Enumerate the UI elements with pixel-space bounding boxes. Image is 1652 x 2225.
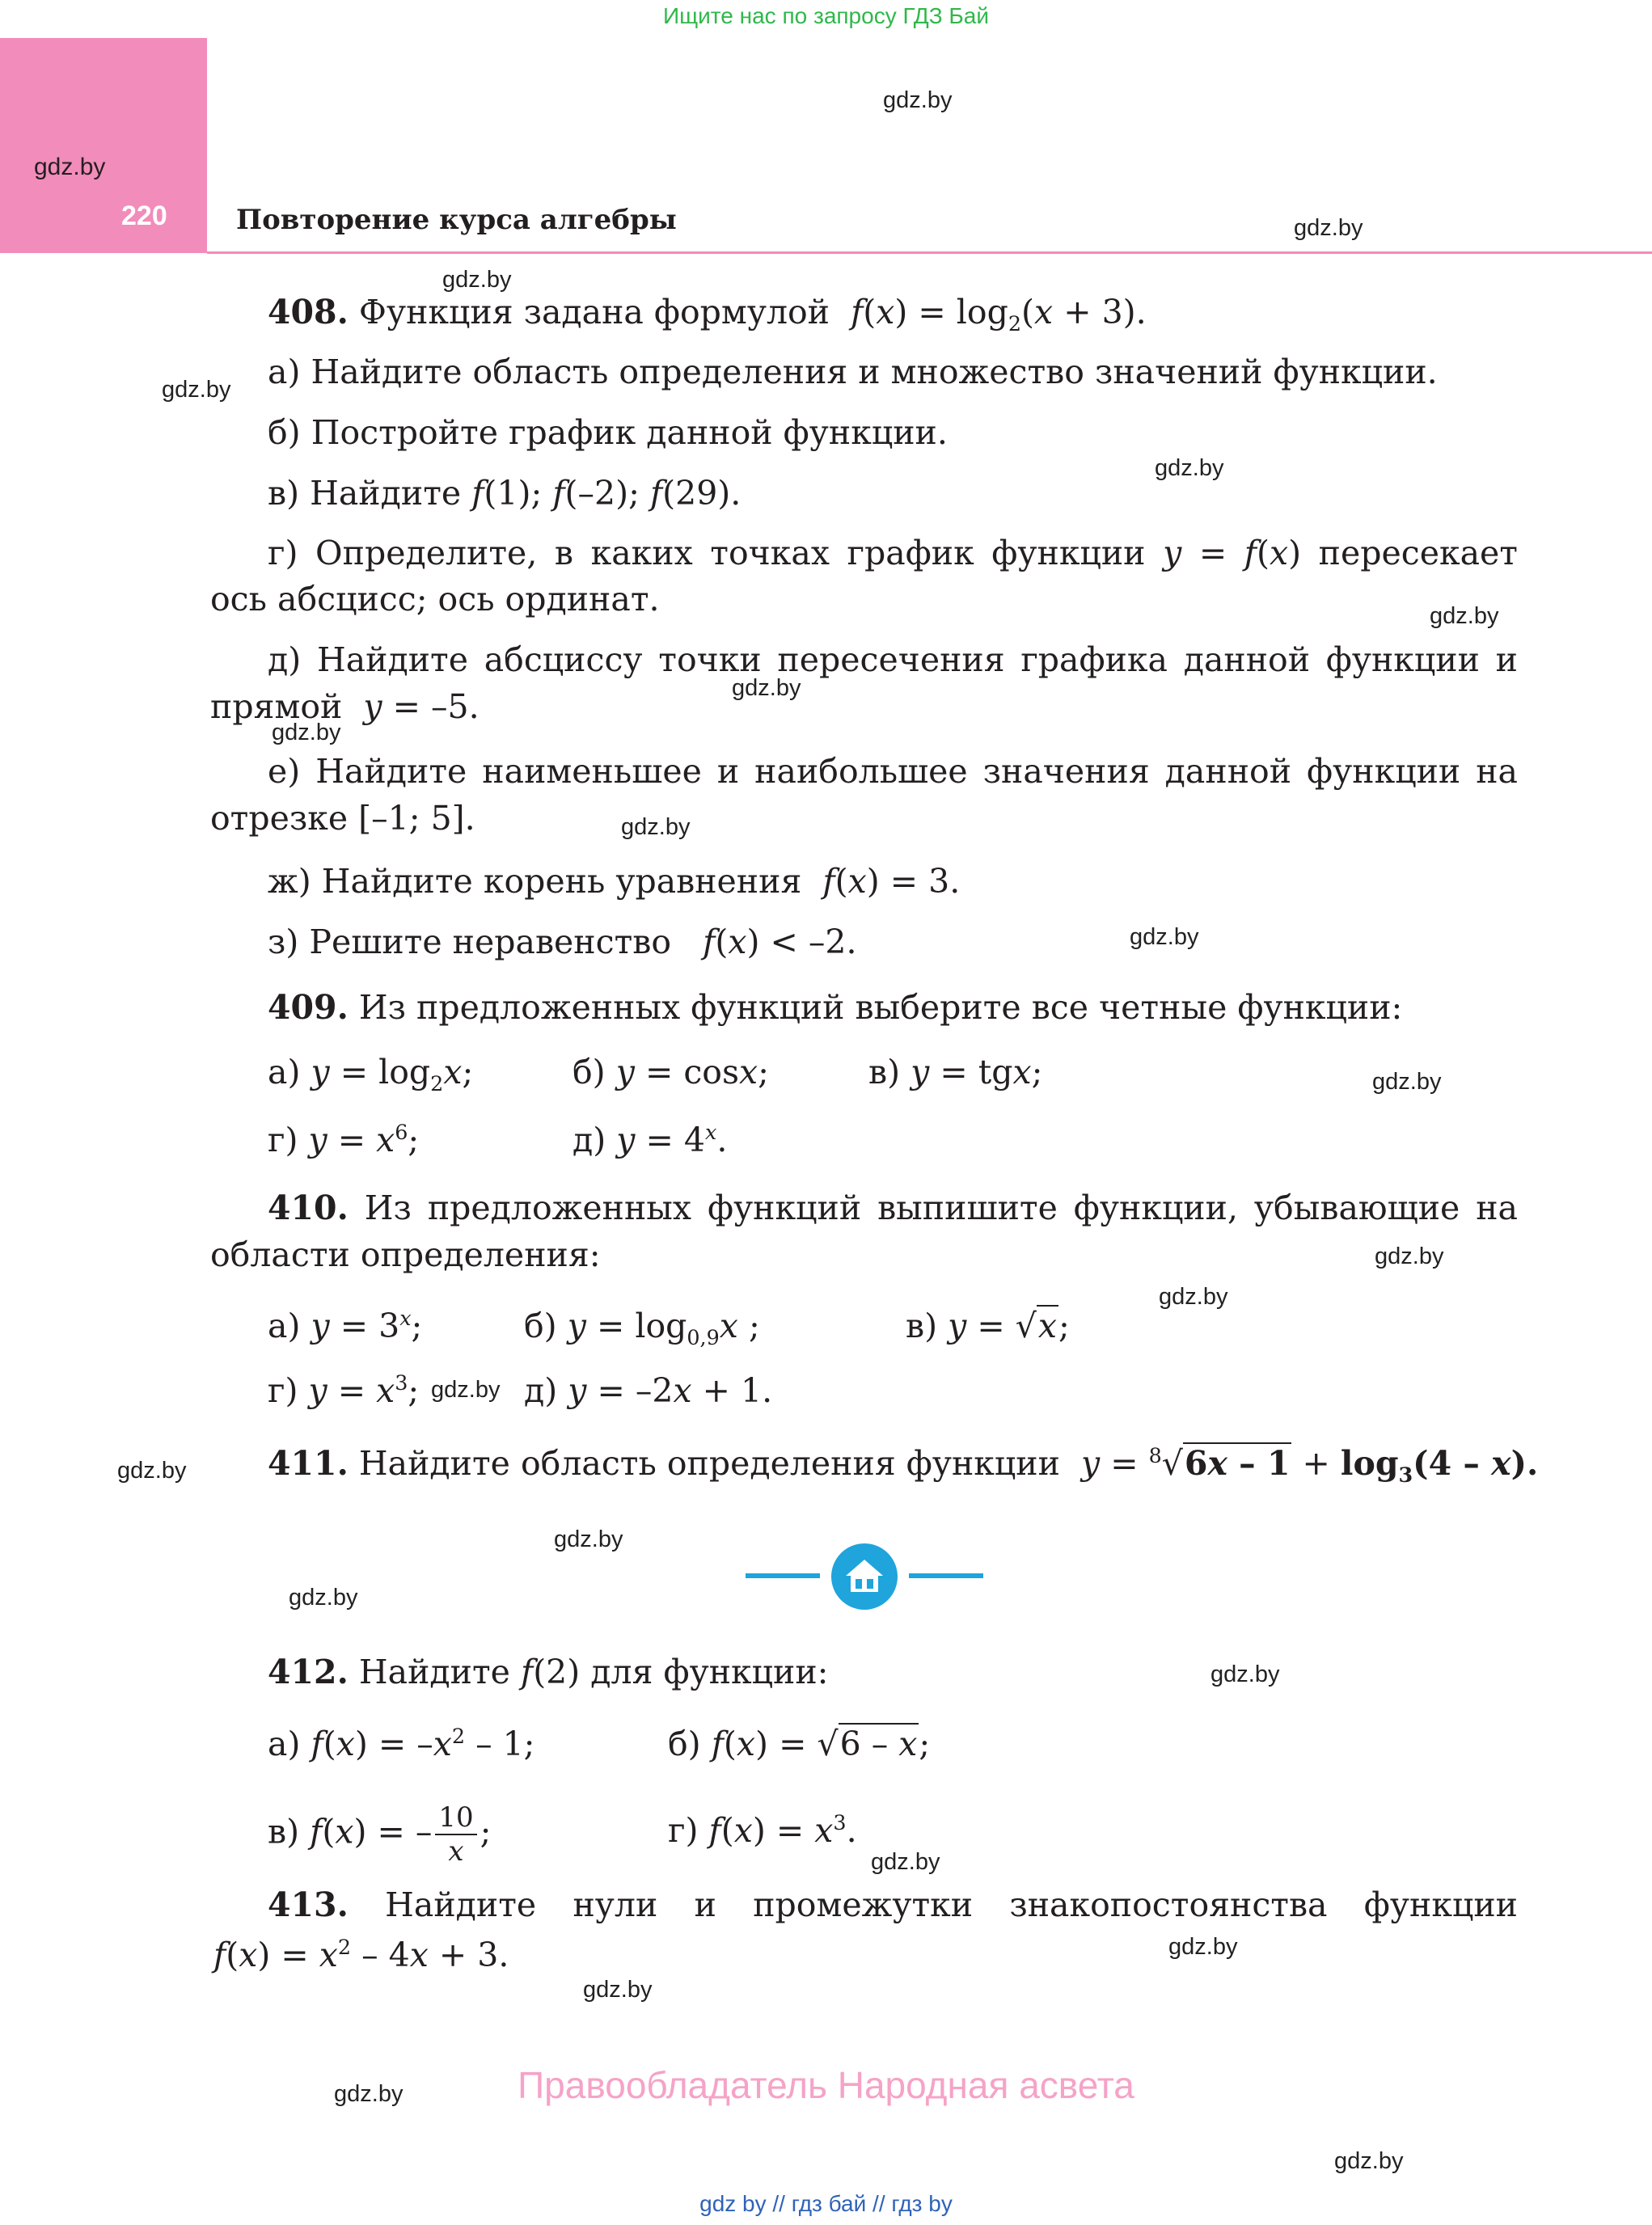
watermark: gdz.by: [1159, 1284, 1228, 1310]
footer-links[interactable]: gdz by // гдз бай // гдз by: [699, 2191, 953, 2216]
watermark: gdz.by: [1372, 1069, 1442, 1095]
problem-408-z: з) Решите неравенство f(x) < –2.: [268, 923, 857, 961]
problem-410-d: д) y = –2x + 1.: [524, 1371, 773, 1410]
problem-410-line1: [268, 1188, 1518, 1227]
problem-410-g: г) $y = x^3$;: [268, 1370, 420, 1410]
problem-409-b: б) y = cosx;: [572, 1053, 769, 1091]
problem-412-text: 412. Найдите f(2) для функции:: [268, 1653, 829, 1691]
item-label: в): [868, 1053, 901, 1091]
item-label: г): [268, 1121, 298, 1159]
problem-408-e-line2: отрезке [–1; 5].: [210, 799, 475, 838]
problem-412-a: а) $f(x) = -x^2 - 1$;: [268, 1723, 535, 1763]
problem-word: нули: [572, 1885, 658, 1924]
divider-line-right: [909, 1573, 983, 1578]
problem-409-g: г) $y = x^6$;: [268, 1119, 420, 1159]
item-label: г): [268, 1371, 298, 1410]
item-label: а): [268, 1307, 301, 1345]
problem-number: 409.: [268, 988, 349, 1027]
item-label: в): [268, 1812, 300, 1851]
problem-text: Из предложенных функций выпишите функции, убывающие на: [364, 1188, 1518, 1227]
watermark: gdz.by: [554, 1526, 623, 1552]
problem-text: з) Решите неравенство: [268, 923, 672, 961]
watermark: gdz.by: [272, 720, 341, 745]
item-label: а): [268, 1053, 301, 1091]
problem-number: 410.: [268, 1188, 349, 1227]
problem-text: Функция задана формулой: [358, 293, 830, 331]
problem-word: и: [694, 1885, 716, 1924]
problem-text: для функции:: [590, 1653, 829, 1691]
problem-408-g-line1: г) Определите, в каких точках график функции y = f(x) пересекает: [268, 534, 1518, 572]
problem-409-text: [268, 988, 1402, 1027]
problem-408-a: а) Найдите область определения и множество значений функции.: [268, 353, 1438, 391]
problem-409-v: в) y = tgx;: [868, 1053, 1043, 1091]
problem-408-zh: ж) Найдите корень уравнения f(x) = 3.: [268, 862, 961, 901]
copyright-owner: Правообладатель Народная асвета: [518, 2064, 1134, 2106]
watermark: gdz.by: [1155, 455, 1224, 481]
watermark: gdz.by: [431, 1377, 501, 1403]
problem-409-d: д) $y = 4^x$.: [572, 1119, 728, 1159]
problem-410-line2: области определения:: [210, 1235, 601, 1274]
problem-text: Из предложенных функций выберите все четные функции:: [358, 988, 1403, 1027]
problem-word: функции: [1363, 1885, 1518, 1924]
watermark: gdz.by: [1430, 603, 1499, 629]
problem-411: 411. Найдите область определения функции $y = ^8√6x - 1 + \log_3(4 - x)$.: [268, 1442, 1539, 1487]
watermark: gdz.by: [621, 814, 691, 840]
item-label: б): [524, 1307, 557, 1345]
problem-408-d-line2: прямой y = –5.: [210, 687, 480, 726]
page-tab: [0, 38, 207, 253]
home-icon: [831, 1543, 898, 1610]
watermark: gdz.by: [1334, 2148, 1404, 2174]
page-number: 220: [121, 201, 167, 231]
problem-word: знакопостоянства: [1009, 1885, 1328, 1924]
item-label: д): [524, 1371, 558, 1410]
problem-412-v: в) f(x) = – $\frac{10}{x}$ ;: [268, 1801, 492, 1868]
watermark: gdz.by: [583, 1977, 653, 2003]
watermark: gdz.by: [883, 87, 953, 113]
item-label: а): [268, 1725, 301, 1763]
problem-408-intro: 408. Функция задана формулой $f(x) = \log_2(x + 3)$.: [268, 293, 1147, 336]
problem-408-v: в) Найдите f(1); f(–2); f(29).: [268, 474, 741, 513]
problem-text: Найдите область определения функции: [358, 1444, 1060, 1483]
watermark: gdz.by: [1375, 1243, 1444, 1269]
problem-number: 412.: [268, 1653, 349, 1691]
problem-word: промежутки: [753, 1885, 974, 1924]
watermark: gdz.by: [1294, 215, 1363, 241]
problem-408-g-line2: ось абсцисс; ось ординат.: [210, 580, 660, 619]
problem-408-d-line1: д) Найдите абсциссу точки пересечения графика данной функции и: [268, 640, 1518, 679]
problem-text: прямой: [210, 687, 343, 726]
problem-text: ж) Найдите корень уравнения: [268, 862, 802, 901]
watermark: gdz.by: [117, 1458, 187, 1484]
problem-text: пересекает: [1318, 534, 1518, 572]
problem-413-formula: $f(x) = x^2 - 4x + 3$.: [213, 1934, 509, 1974]
watermark: gdz.by: [1210, 1661, 1280, 1687]
problem-408-e-line1: е) Найдите наименьшее и наибольшее значения данной функции на: [268, 752, 1518, 791]
watermark: gdz.by: [289, 1585, 358, 1611]
watermark: gdz.by: [871, 1849, 940, 1875]
watermark: gdz.by: [34, 154, 106, 180]
problem-410-a: а) $y = 3^x$;: [268, 1305, 423, 1345]
watermark: gdz.by: [334, 2081, 403, 2107]
watermark: gdz.by: [732, 675, 801, 701]
problem-409-a: а) $y = \log_2x$;: [268, 1053, 474, 1096]
problem-text: г) Определите, в каких точках график функции: [268, 534, 1146, 572]
watermark: gdz.by: [162, 377, 231, 403]
item-label: д): [572, 1121, 606, 1159]
item-label: б): [572, 1053, 606, 1091]
problem-410-b: б) $y = \log_{0,9}x$ ;: [524, 1307, 760, 1349]
watermark: gdz.by: [1168, 1934, 1238, 1960]
divider-line-left: [746, 1573, 820, 1578]
item-label: б): [668, 1725, 701, 1763]
problem-word: Найдите: [385, 1885, 537, 1924]
top-banner[interactable]: Ищите нас по запросу ГДЗ Бай: [662, 3, 990, 28]
section-title: Повторение курса алгебры: [236, 204, 677, 236]
item-label: г): [668, 1811, 699, 1850]
problem-410-v: в) y = √x;: [906, 1307, 1070, 1345]
problem-text: в) Найдите: [268, 474, 462, 513]
problem-412-g: г) $f(x) = x^3$.: [668, 1809, 857, 1850]
problem-number: 408.: [268, 293, 349, 331]
problem-412-b: б) f(x) = √6 – x;: [668, 1725, 931, 1763]
problem-text: Найдите: [358, 1653, 510, 1691]
item-label: в): [906, 1307, 938, 1345]
header-divider: [207, 251, 1652, 254]
problem-number: 413.: [268, 1885, 349, 1924]
watermark: gdz.by: [1130, 924, 1199, 950]
problem-413-line1: [268, 1885, 1518, 1924]
problem-408-b: б) Постройте график данной функции.: [268, 413, 948, 452]
problem-number: 411.: [268, 1444, 349, 1483]
watermark: gdz.by: [442, 267, 512, 293]
